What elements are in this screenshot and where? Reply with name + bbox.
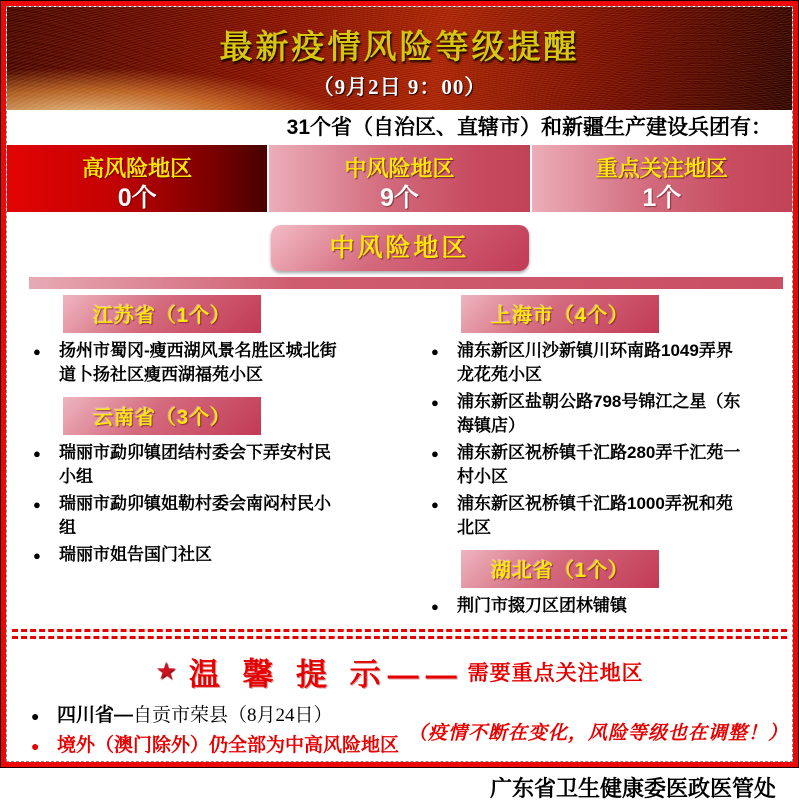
header-datetime: （9月2日 9：00）	[312, 75, 487, 99]
medium-risk-columns	[7, 289, 792, 623]
stats-row	[7, 145, 792, 212]
list-item-text: 浦东新区祝桥镇千汇路1000弄祝和苑北区	[457, 494, 733, 537]
bullet-icon: ●	[31, 708, 40, 724]
notice-subtitle: 需要重点关注地区	[467, 661, 644, 685]
list-item	[431, 390, 792, 438]
divider-bar	[29, 277, 783, 289]
notice-title: 温 馨 提 示——	[188, 657, 464, 692]
list-item-text: 浦东新区祝桥镇千汇路280弄千汇苑一村小区	[457, 443, 741, 486]
list-item-text: 瑞丽市姐告国门社区	[59, 545, 212, 564]
dashed-separator	[12, 629, 787, 639]
notice-item-text: 境外（澳门除外）仍全部为中高风险地区	[57, 735, 400, 756]
page-title: 最新疫情风险等级提醒	[219, 28, 580, 65]
bullet-icon: ●	[33, 548, 41, 563]
province-label-hubei: 湖北省（1个）	[461, 550, 659, 588]
stat-high-risk	[7, 145, 267, 212]
notice-item-prefix: 四川省—	[57, 705, 134, 726]
column-right	[395, 289, 792, 623]
province-label-shanghai: 上海市（4个）	[461, 295, 659, 333]
jiangsu-item-list	[33, 339, 395, 387]
stat-label: 中风险地区	[344, 156, 455, 181]
notice-header	[7, 649, 792, 694]
bullet-icon: ●	[33, 497, 41, 512]
content-area	[6, 6, 793, 801]
bullet-icon: ●	[31, 738, 40, 754]
bullet-icon: ●	[431, 395, 439, 410]
stat-count: 0个	[117, 184, 157, 212]
hubei-item-list	[431, 594, 792, 619]
section-title-medium-risk: 中风险地区	[271, 225, 529, 271]
notice-body	[7, 702, 792, 760]
list-item	[33, 492, 395, 540]
list-item-text: 浦东新区川沙新镇川环南路1049弄界龙花苑小区	[457, 341, 733, 384]
list-item	[431, 594, 792, 619]
stat-label: 高风险地区	[82, 156, 193, 181]
column-left	[7, 289, 395, 623]
yunnan-item-list	[33, 441, 395, 568]
list-item-text: 瑞丽市勐卯镇姐勒村委会南闷村民小组	[59, 494, 331, 537]
list-item	[33, 441, 395, 489]
stat-watch-area	[532, 145, 792, 212]
notice-item-sichuan	[31, 702, 408, 730]
notice-remark: （疫情不断在变化，风险等级也在调整！）	[408, 723, 789, 744]
bullet-icon: ●	[431, 344, 439, 359]
province-label-jiangsu: 江苏省（1个）	[63, 295, 261, 333]
notice-item-rest: 自贡市荣县（8月24日）	[133, 705, 333, 726]
stat-count: 1个	[642, 184, 682, 212]
stat-medium-risk	[269, 145, 529, 212]
stat-label: 重点关注地区	[595, 156, 728, 181]
star-icon: ★	[155, 658, 177, 685]
province-label-yunnan: 云南省（3个）	[63, 397, 261, 435]
shanghai-item-list	[431, 339, 792, 540]
bullet-icon: ●	[33, 446, 41, 461]
list-item-text: 荆门市掇刀区团林铺镇	[457, 596, 627, 615]
notice-list	[31, 702, 408, 760]
list-item	[33, 339, 395, 387]
bullet-icon: ●	[33, 344, 41, 359]
list-item-text: 浦东新区盐朝公路798号锦江之星（东海镇店）	[457, 392, 741, 435]
list-item	[431, 441, 792, 489]
list-item-text: 扬州市蜀冈-瘦西湖风景名胜区城北街道卜扬社区瘦西湖福苑小区	[59, 341, 337, 384]
header-banner	[7, 7, 792, 110]
intro-line: 31个省（自治区、直辖市）和新疆生产建设兵团有：	[286, 116, 772, 139]
notice-item-overseas	[31, 732, 408, 760]
list-item	[33, 543, 395, 568]
list-item-text: 瑞丽市勐卯镇团结村委会下弄安村民小组	[59, 443, 331, 486]
list-item	[431, 492, 792, 540]
signature: 广东省卫生健康委医政医管处	[489, 776, 776, 801]
bullet-icon: ●	[431, 446, 439, 461]
list-item	[431, 339, 792, 387]
bullet-icon: ●	[431, 497, 439, 512]
stat-count: 9个	[380, 184, 419, 212]
bullet-icon: ●	[431, 599, 439, 614]
